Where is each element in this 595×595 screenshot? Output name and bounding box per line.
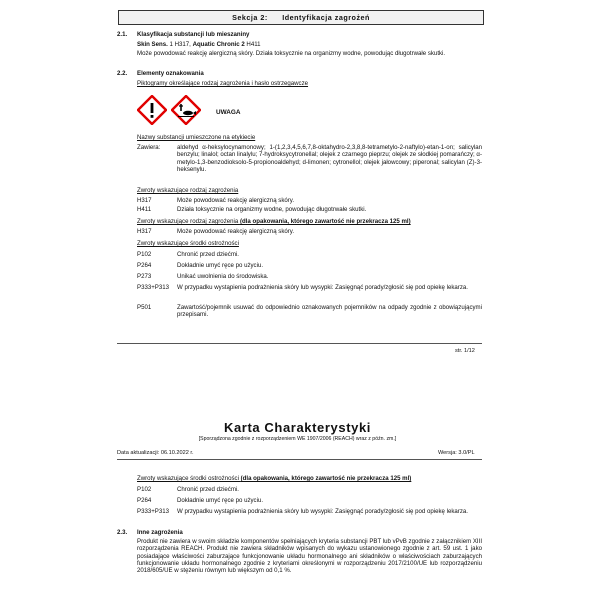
classification-line: Skin Sens. 1 H317, Aquatic Chronic 2 H411 (137, 41, 261, 48)
page-gap (0, 362, 595, 382)
section-2-2-number: 2.2. (117, 70, 128, 77)
document-subtitle: [Sporządzona zgodnie z rozporządzeniem WE 1907/2006 (REACH) wraz z późn. zm.] (198, 436, 397, 442)
hazard-small-heading: Zwroty wskazujące rodzaj zagrożenia (dla opakowania, którego zawartość nie przekracza 125 ml) (137, 218, 411, 225)
environment-pictogram (171, 95, 197, 121)
precaution-code: P264 (137, 262, 152, 269)
precaution-code: P273 (137, 273, 152, 280)
classification-description: Może powodować reakcję alergiczną skóry. Działa toksycznie na organizmy wodne, powodując długotrwałe skutki. (137, 50, 446, 57)
hazard-heading: Zwroty wskazujące rodzaj zagrożenia (137, 187, 239, 194)
precaution-text: Zawartość/pojemnik usuwać do odpowiednio oznakowanych pojemników na odpady zgodnie z obowiązującymi przepisami. (177, 304, 482, 319)
substances-heading: Nazwy substancji umieszczone na etykiecie (137, 134, 256, 141)
page-number: str. 1/12 (455, 348, 475, 354)
section-2-3-number: 2.3. (117, 529, 128, 536)
update-date: Data aktualizacji: 06.10.2022 r. (117, 450, 194, 456)
precaution-heading: Zwroty wskazujące środki ostrożności (137, 240, 239, 247)
precaution-code: P264 (137, 497, 152, 504)
exclamation-mark-pictogram (137, 95, 163, 121)
precaution-text: Chronić przed dziećmi. (177, 486, 239, 493)
precaution-code: P501 (137, 304, 152, 311)
document-title: Karta Charakterystyki (223, 420, 371, 435)
precaution-text: W przypadku wystąpienia podrażnienia skóry lub wysypki: Zasięgnąć porady/zgłosić się pod opiekę lekarza. (177, 508, 468, 515)
section-title: Identyfikacja zagrożeń (282, 13, 370, 22)
other-hazards-text: Produkt nie zawiera w swoim składzie komponentów spełniających kryteria substancji PBT lub vPvB zgodnie z załącznikiem XIII rozporządzenia REACH. Produkt nie zawiera składników wpisanych do wykazu ustanowionego zgodnie z art. 59 ust. 1 jako posiadające właściwości zaburzające funkcjonowanie układu hormonalnego ani składników o właściwościach zaburzających funkcjonowanie układu hormonalnego zgodnie z kryteriami określonymi w rozporządzeniu 2017/2100/UE lub rozporządzeniu 2018/605/UE w stężeniu równym lub większym od 0,1 %. (137, 538, 483, 575)
precaution-text: Unikać uwolnienia do środowiska. (177, 273, 269, 280)
version: Wersja: 3.0/PL (438, 450, 475, 456)
hazard-code: H317 (137, 228, 152, 235)
section-2-1-title: Klasyfikacja substancji lub mieszaniny (137, 31, 250, 38)
section-2-2-title: Elementy oznakowania (137, 70, 204, 77)
precaution-text: Chronić przed dziećmi. (177, 251, 239, 258)
hazard-code: H317 (137, 197, 152, 204)
contains-label: Zawiera: (137, 144, 161, 151)
hazard-text: Może powodować reakcję alergiczną skóry. (177, 197, 295, 204)
document-page-2 (0, 382, 595, 595)
contains-text: aldehyd α-heksylocynamonowy; 1-(1,2,3,4,5,6,7,8-oktahydro-2,3,8,8-tetrametylo-2-naftylo)-etan-1-on; salicylan benzylu; linalol; octan linalylu; 7-hydroksycytronellal; olejek z czarnego pieprzu; olejek ze słodkiej pomarańczy; α-metylo-1,3-benzodioksolo-5-propionoaldehyd; d-limonen; cytronellol; olejek jałowcowy; piperonal; salicylan (Z)-3-heksenylu. (177, 144, 482, 173)
precaution-code: P333+P313 (137, 284, 170, 291)
footer-divider (117, 343, 482, 344)
precaution-text: Dokładnie umyć ręce po użyciu. (177, 262, 264, 269)
precaution-code: P102 (137, 486, 152, 493)
hazard-code: H411 (137, 206, 152, 213)
precaution-text: W przypadku wystąpienia podrażnienia skóry lub wysypki: Zasięgnąć porady/zgłosić się pod opiekę lekarza. (177, 284, 468, 291)
signal-word: UWAGA (216, 109, 241, 116)
hazard-text: Może powodować reakcję alergiczną skóry. (177, 228, 295, 235)
pictogram-heading: Piktogramy określające rodzaj zagrożenia i hasło ostrzegawcze (137, 80, 309, 87)
section-2-1-number: 2.1. (117, 31, 128, 38)
precaution-small-heading: Zwroty wskazujące środki ostrożności (dla opakowania, którego zawartość nie przekracza 125 ml) (137, 475, 412, 482)
precaution-code: P333+P313 (137, 508, 170, 515)
section-label: Sekcja 2: (232, 13, 268, 22)
section-2-3-title: Inne zagrożenia (137, 529, 183, 536)
section-header (118, 10, 484, 25)
precaution-code: P102 (137, 251, 152, 258)
header-divider (117, 459, 482, 460)
hazard-text: Działa toksycznie na organizmy wodne, powodując długotrwałe skutki. (177, 206, 367, 213)
precaution-text: Dokładnie umyć ręce po użyciu. (177, 497, 264, 504)
